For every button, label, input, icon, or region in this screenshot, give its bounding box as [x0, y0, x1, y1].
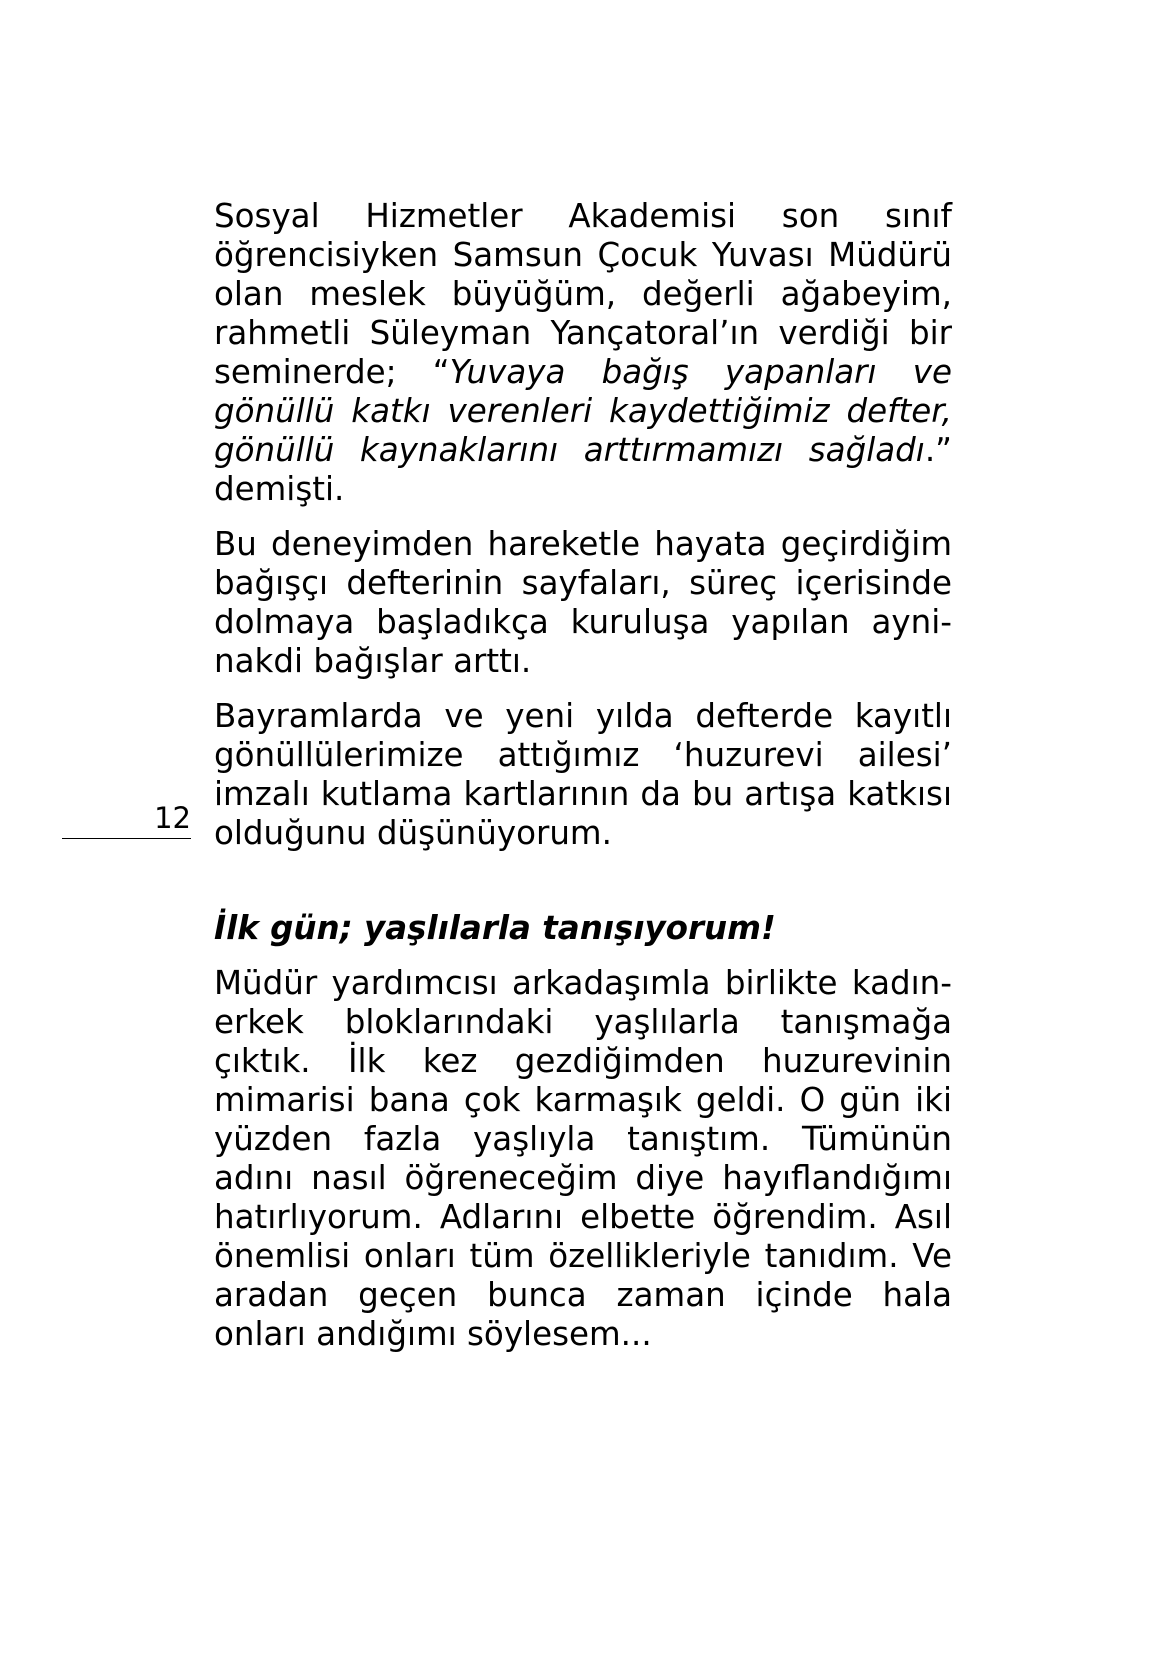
- section-heading: İlk gün; yaşlılarla tanışıyorum!: [214, 909, 776, 947]
- paragraph-donor-book: Bu deneyimden hareketle hayata geçirdiğim bağışçı defterinin sayfaları, süreç içerisinde dolmaya başladıkça kuruluşa yapılan ayni-nakdi bağışlar arttı.: [214, 525, 952, 680]
- text-column: [214, 197, 952, 1370]
- page-number-rule: [62, 838, 191, 839]
- paragraph-greeting-cards: Bayramlarda ve yeni yılda defterde kayıtlı gönüllülerimize attığımız ‘huzurevi ailesi’ imzalı kutlama kartlarının da bu artışa katkısı olduğunu düşünüyorum.: [214, 697, 952, 852]
- paragraph-seminar-quote: [214, 197, 952, 509]
- paragraph-closing-text: .” demişti.: [214, 431, 952, 508]
- page-number: 12: [154, 801, 191, 835]
- paragraph-intro-text: Sosyal Hizmetler Akademisi son sınıf öğrencisiyken Samsun Çocuk Yuvası Müdürü olan meslek büyüğüm, değerli ağabeyim, rahmetli Süleyman Yançatoral’ın verdiği bir seminerde; “: [214, 197, 952, 391]
- quoted-italic-text: Yuvaya bağış yapanları ve gönüllü katkı verenleri kaydettiğimiz defter, gönüllü kaynaklarını arttırmamızı sağladı: [214, 353, 952, 469]
- paragraph-first-day: Müdür yardımcısı arkadaşımla birlikte kadın-erkek bloklarındaki yaşlılarla tanışmağa çıktık. İlk kez gezdiğimden huzurevinin mimarisi bana çok karmaşık geldi. O gün iki yüzden fazla yaşlıyla tanıştım. Tümünün adını nasıl öğreneceğim diye hayıflandığımı hatırlıyorum. Adlarını elbette öğrendim. Asıl önemlisi onları tüm özellikleriyle tanıdım. Ve aradan geçen bunca zaman içinde hala onları andığımı söylesem...: [214, 964, 952, 1353]
